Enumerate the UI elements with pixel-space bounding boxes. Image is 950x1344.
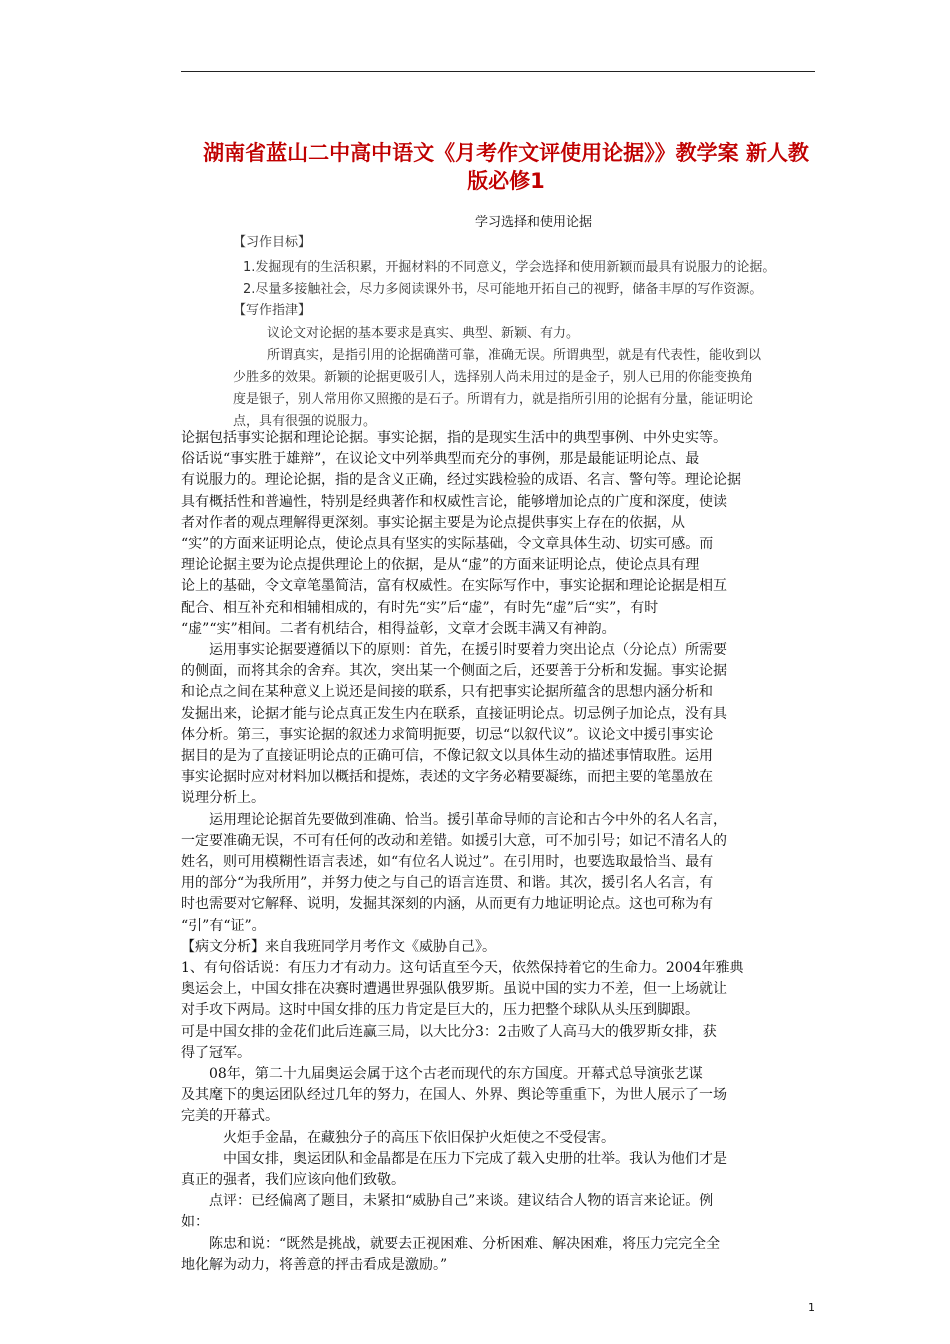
body-line: 理论论据主要为论点提供理论上的依据，是从“虚”的方面来证明论点，使论点具有理 [181,557,700,574]
body-line: 地化解为动力，将善意的抨击看成是激励。” [181,1256,448,1273]
body-line: “实”的方面来证明论点，使论点具有坚实的实际基础，令文章具体生动、切实可感。而 [181,536,714,552]
body-line: 者对作者的观点理解得更深刻。事实论据主要是为论点提供事实上存在的依据，从 [181,514,685,531]
guide-line: 度是银子，别人常用你又照搬的是石子。所谓有力，就是指所引用的论据有分量，能证明论 [233,392,754,407]
body-line: 发掘出来，论据才能与论点真正发生内在联系，直接证明论点。切忌例子加论点，没有具 [181,705,727,722]
body-line: 体分析。第三，事实论据的叙述力求简明扼要，切忌“以叙代议”。议论文中援引事实论 [181,726,714,743]
body-line: 运用事实论据要遵循以下的原则：首先，在援引时要着力突出论点（分论点）所需要 [181,642,727,658]
body-line: 【病文分析】来自我班同学月考作文《威胁自己》。 [181,938,496,955]
body-line: “引”有“证”。 [181,917,266,934]
body-line: 得了冠军。 [181,1044,251,1061]
body-line: 如： [181,1214,209,1231]
body-line: 和论点之间在某种意义上说还是间接的联系，只有把事实论据所蕴含的思想内涵分析和 [181,684,713,701]
body-line: 配合、相互补充和相辅相成的，有时先“实”后“虚”，有时先“虚”后“实”，有时 [181,599,659,616]
goal-line: 2.尽量多接触社会，尽力多阅读课外书，尽可能地开拓自己的视野，储备丰厚的写作资源。 [243,282,763,297]
body-line: 奥运会上，中国女排在决赛时遭遇世界强队俄罗斯。虽说中国的实力不差，但一上场就让 [181,981,727,998]
body-line: 姓名，则可用模糊性语言表述，如“有位名人说过”。在引用时，也要选取最恰当、最有 [181,854,714,870]
body-line: 火炬手金晶，在藏独分子的高压下依旧保护火炬使之不受侵害。 [181,1129,615,1146]
body-line: 事实论据时应对材料加以概括和提炼，表述的文字务必精要凝练，而把主要的笔墨放在 [181,769,713,786]
body-line: 的侧面，而将其余的舍弃。其次，突出某一个侧面之后，还要善于分析和发掘。事实论据 [181,663,727,680]
body-line: 一定要准确无误，不可有任何的改动和差错。如援引大意，可不加引号；如记不清名人的 [181,832,727,849]
section-subtitle: 学习选择和使用论据 [475,215,593,230]
guide-line: 议论文对论据的基本要求是真实、典型、新颖、有力。 [267,326,580,341]
body-line: 真正的强者，我们应该向他们致敬。 [181,1172,405,1188]
body-line: 可是中国女排的金花们此后连赢三局，以大比分3：2击败了人高马大的俄罗斯女排，获 [181,1023,717,1040]
body-line: 运用理论论据首先要做到准确、恰当。援引革命导师的言论和古今中外的名人名言， [181,811,727,828]
document-title: 湖南省蓝山二中高中语文《月考作文评使用论据》》教学案 新人教版必修1 [203,141,809,193]
page-number: 1 [808,1301,815,1314]
body-line: 08年，第二十九届奥运会属于这个古老而现代的东方国度。开幕式总导演张艺谋 [181,1066,703,1082]
body-line: 中国女排，奥运团队和金晶都是在压力下完成了载入史册的壮举。我认为他们才是 [181,1150,727,1167]
body-line: 论上的基础，令文章笔墨简洁，富有权威性。在实际写作中，事实论据和理论论据是相互 [181,578,727,595]
guide-line: 少胜多的效果。新颖的论据更吸引人，选择别人尚未用过的是金子，别人已用的你能变换角 [233,370,754,385]
body-line: 论据包括事实论据和理论论据。事实论据，指的是现实生活中的典型事例、中外史实等。 [181,430,727,446]
body-line: 及其麾下的奥运团队经过几年的努力，在国人、外界、舆论等重重下，为世人展示了一场 [181,1087,727,1104]
body-line: 俗话说“事实胜于雄辩”，在议论文中列举典型而充分的事例，那是最能证明论点、最 [181,451,700,468]
guide-line: 所谓真实，是指引用的论据确凿可靠，准确无误。所谓典型，就是有代表性，能收到以 [267,348,762,363]
goal-heading: 【习作目标】 [233,235,312,250]
goal-line: 1.发掘现有的生活积累，开掘材料的不同意义，学会选择和使用新颖而最具有说服力的论据。 [243,260,776,275]
guide-line: 点，具有很强的说服力。 [233,414,377,429]
guide-heading: 【写作指津】 [233,303,312,318]
body-line: 1、有句俗话说：有压力才有动力。这句话直至今天，依然保持着它的生命力。2004年雅典 [181,960,744,976]
body-line: 据目的是为了直接证明论点的正确可信，不像记叙文以具体生动的描述事情取胜。运用 [181,748,713,764]
body-line: “虚”“实”相间。二者有机结合，相得益彰，文章才会既丰满又有神韵。 [181,620,616,637]
body-line: 点评：已经偏离了题目，未紧扣“威胁自己”来谈。建议结合人物的语言来论证。例 [181,1193,714,1210]
body-line: 说理分析上。 [181,790,265,807]
body-line: 有说服力的。理论论据，指的是含义正确，经过实践检验的成语、名言、警句等。理论论据 [181,472,741,489]
body-line: 用的部分“为我所用”，并努力使之与自己的语言连贯、和谐。其次，援引名人名言，有 [181,875,714,892]
body-line: 完美的开幕式。 [181,1108,279,1125]
body-line: 具有概括性和普遍性，特别是经典著作和权威性言论，能够增加论点的广度和深度，使读 [181,493,727,510]
header-rule [181,71,815,72]
body-line: 陈忠和说：“既然是挑战，就要去正视困难、分析困难、解决困难，将压力完完全全 [181,1235,721,1252]
body-line: 时也需要对它解释、说明，发掘其深刻的内涵，从而更有力地证明论点。这也可称为有 [181,896,713,913]
body-line: 对手攻下两局。这时中国女排的压力肯定是巨大的，压力把整个球队从头压到脚跟。 [181,1002,699,1019]
